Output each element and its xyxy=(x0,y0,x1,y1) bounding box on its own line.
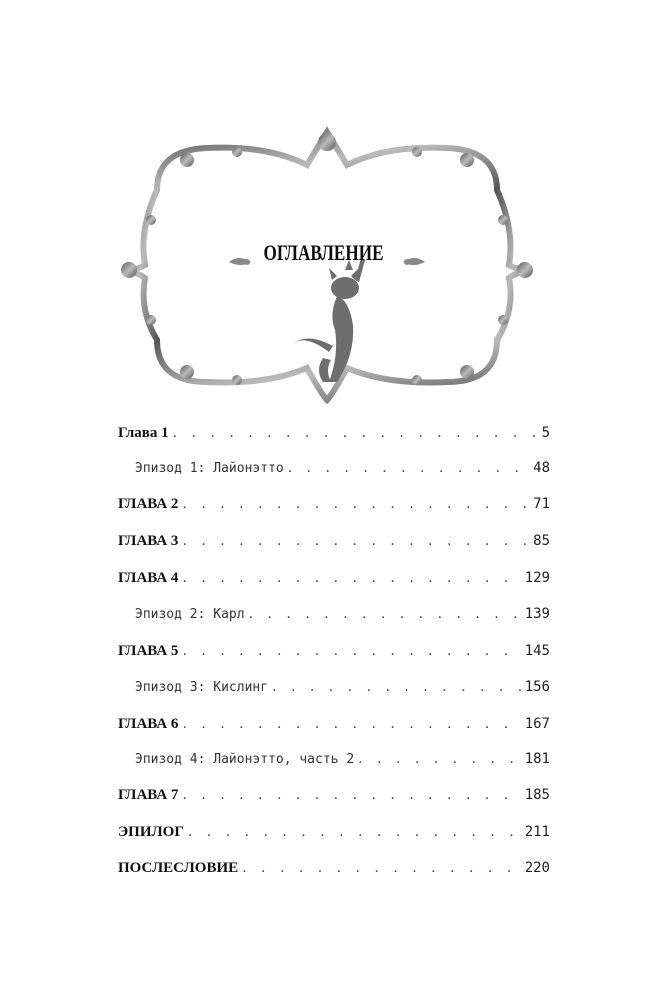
dot-leader xyxy=(182,496,529,512)
toc-entry-label: Глава 1 xyxy=(118,425,169,441)
toc-page-number: 181 xyxy=(524,751,550,767)
toc-page-number: 185 xyxy=(524,787,550,803)
toc-episode-row[interactable] xyxy=(118,679,550,709)
toc-entry-label: ГЛАВА 2 xyxy=(118,496,179,512)
toc-chapter-row[interactable] xyxy=(118,824,550,854)
toc-entry-label: ГЛАВА 4 xyxy=(118,570,179,586)
toc-entry-label: Эпизод 3: Кислинг xyxy=(135,680,269,695)
toc-page-number: 167 xyxy=(524,716,550,732)
toc-chapter-row[interactable] xyxy=(118,533,550,563)
dot-leader xyxy=(182,533,529,549)
toc-episode-row[interactable] xyxy=(118,460,550,490)
dot-leader xyxy=(182,643,520,659)
toc-episode-row[interactable] xyxy=(118,751,550,781)
dot-leader xyxy=(242,860,521,876)
toc-page-number: 48 xyxy=(533,460,550,476)
cat-icon xyxy=(293,258,365,382)
toc-page-number: 220 xyxy=(524,860,550,876)
toc-page-number: 211 xyxy=(524,824,550,840)
toc-page-number: 71 xyxy=(533,496,550,512)
dot-leader xyxy=(182,787,520,803)
dot-leader xyxy=(182,570,520,586)
dot-leader xyxy=(288,460,529,476)
toc-entry-label: ГЛАВА 7 xyxy=(118,787,179,803)
toc-chapter-row[interactable] xyxy=(118,570,550,600)
toc-entry-label: ГЛАВА 3 xyxy=(118,533,179,549)
toc-entry-label: ГЛАВА 6 xyxy=(118,716,179,732)
toc-chapter-row[interactable] xyxy=(118,860,550,890)
toc-chapter-row[interactable] xyxy=(118,787,550,817)
toc-page-number: 129 xyxy=(524,570,550,586)
toc-chapter-row[interactable] xyxy=(118,716,550,746)
toc-entry-label: Эпизод 2: Карл xyxy=(135,607,245,622)
dot-leader xyxy=(358,751,521,767)
toc-page-number: 156 xyxy=(524,679,550,695)
toc-episode-row[interactable] xyxy=(118,606,550,636)
toc-page-number: 145 xyxy=(524,643,550,659)
dot-leader xyxy=(249,606,521,622)
toc-chapter-row[interactable] xyxy=(118,425,550,455)
toc-entry-label: ПОСЛЕСЛОВИЕ xyxy=(118,860,239,876)
toc-entry-label: Эпизод 4: Лайонэтто, часть 2 xyxy=(135,752,355,767)
toc-entry-label: ЭПИЛОГ xyxy=(118,824,184,840)
toc-entry-label: Эпизод 1: Лайонэтто xyxy=(135,461,284,476)
toc-chapter-row[interactable] xyxy=(118,643,550,673)
dot-leader xyxy=(188,824,521,840)
dot-leader xyxy=(173,425,538,441)
toc-page-number: 85 xyxy=(533,533,550,549)
toc-entry-label: ГЛАВА 5 xyxy=(118,643,179,659)
toc-page-number: 5 xyxy=(541,425,550,441)
page-title: ОГЛАВЛЕНИЕ xyxy=(263,240,384,265)
toc-page-number: 139 xyxy=(524,606,550,622)
dot-leader xyxy=(182,716,520,732)
toc-chapter-row[interactable] xyxy=(118,496,550,526)
dot-leader xyxy=(272,679,521,695)
